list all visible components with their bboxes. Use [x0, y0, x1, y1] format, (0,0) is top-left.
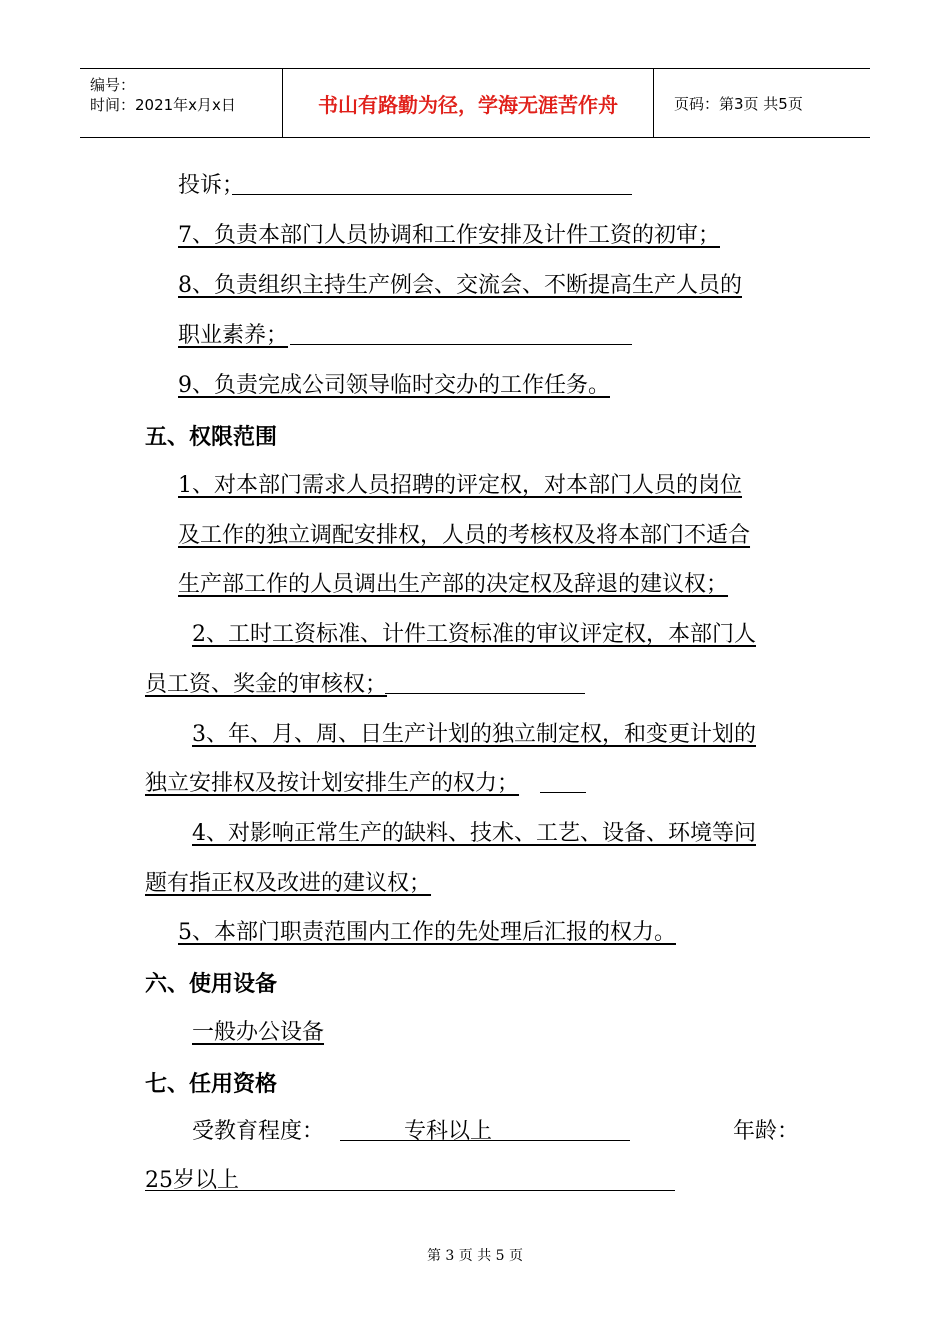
text-line: 4、对影响正常生产的缺料、技术、工艺、设备、环境等问 — [192, 821, 756, 846]
text-line: 3、年、月、周、日生产计划的独立制定权，和变更计划的 — [192, 722, 756, 747]
field-value: 25岁以上 — [145, 1168, 239, 1193]
document-date: 时间：2021年x月x日 — [90, 96, 236, 114]
field-value: 专科以上 — [404, 1119, 493, 1144]
underline-blank — [145, 1190, 675, 1191]
section-heading: 六、使用设备 — [145, 972, 278, 997]
section-heading: 五、权限范围 — [145, 425, 278, 450]
text-line: 2、工时工资标准、计件工资标准的审议评定权，本部门人 — [192, 622, 756, 647]
text-line: 一般办公设备 — [192, 1020, 325, 1045]
header-page-number — [664, 69, 869, 137]
header-motto: 书山有路勤为径，学海无涯苦作舟 — [283, 69, 654, 137]
section-heading: 七、任用资格 — [145, 1072, 278, 1097]
underline-blank — [232, 194, 632, 195]
text-line: 5、本部门职责范围内工作的先处理后汇报的权力。 — [178, 920, 676, 945]
text-line: 7、负责本部门人员协调和工作安排及计件工资的初审； — [178, 223, 720, 248]
field-label: 受教育程度： — [192, 1119, 325, 1144]
page-footer: 第 3 页 共 5 页 — [426, 1248, 524, 1264]
header-meta-cell — [80, 69, 283, 137]
text-line: 8、负责组织主持生产例会、交流会、不断提高生产人员的 — [178, 273, 742, 298]
text-line: 1、对本部门需求人员招聘的评定权，对本部门人员的岗位 — [178, 473, 742, 498]
field-label: 年龄： — [733, 1119, 800, 1144]
text-line: 及工作的独立调配安排权，人员的考核权及将本部门不适合 — [178, 523, 751, 548]
document-number: 编号： — [90, 76, 136, 94]
underline-blank — [290, 344, 632, 345]
text-line: 9、负责完成公司领导临时交办的工作任务。 — [178, 373, 610, 398]
text-line: 员工资、奖金的审核权； — [145, 672, 388, 697]
underline-blank — [540, 792, 586, 793]
text-line: 生产部工作的人员调出生产部的决定权及辞退的建议权； — [178, 572, 729, 597]
text-line: 投诉； — [178, 173, 245, 198]
text-line: 职业素养； — [178, 323, 289, 348]
text-line: 独立安排权及按计划安排生产的权力； — [145, 771, 520, 796]
text-line: 题有指正权及改进的建议权； — [145, 871, 432, 896]
page-number-text: 页码：第3页 共5页 — [674, 94, 803, 113]
underline-blank — [385, 693, 585, 694]
page-header — [80, 68, 870, 138]
